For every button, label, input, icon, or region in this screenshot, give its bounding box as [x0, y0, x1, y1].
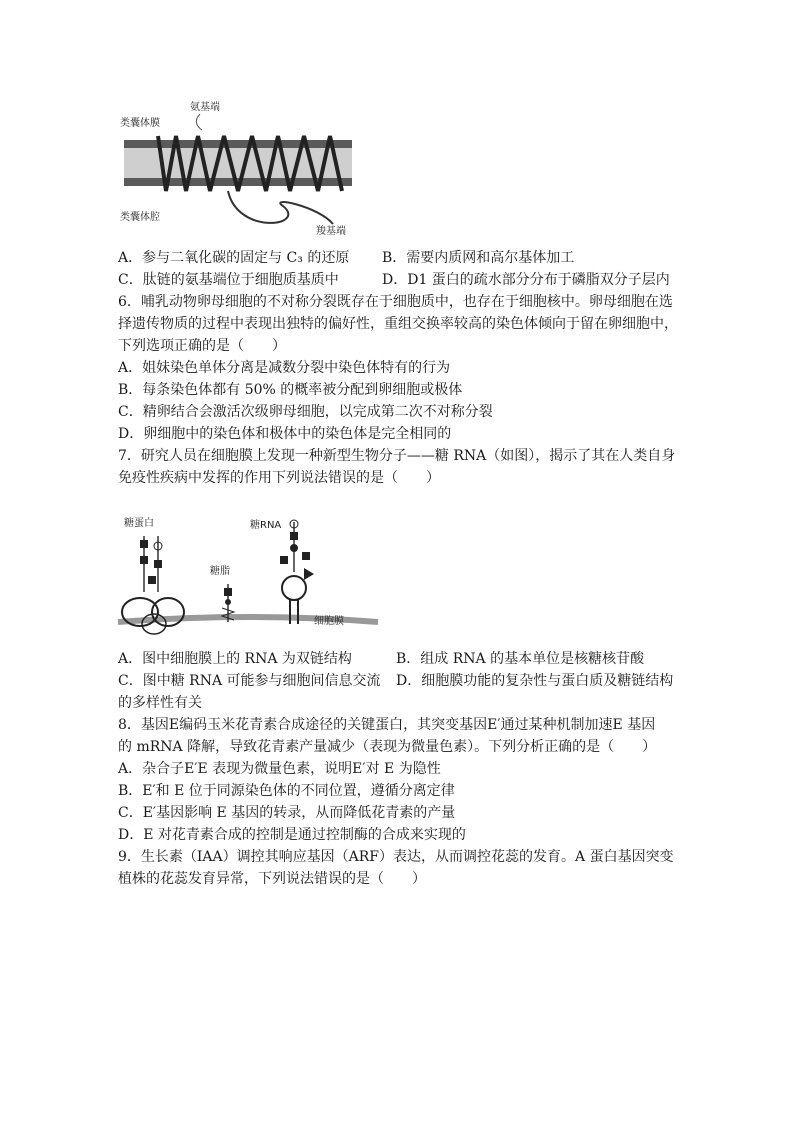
q6-option-c: C．精卵结合会激活次级卵母细胞，以完成第二次不对称分裂 — [118, 404, 493, 420]
q7-stem-line-2: 免疫性疾病中发挥的作用下列说法错误的是（ ） — [118, 470, 440, 486]
q5-option-c: C．肽链的氨基端位于细胞质基质中 — [118, 272, 339, 288]
d1-protein-membrane-figure — [118, 96, 368, 241]
q6-option-b: B．每条染色体都有 50% 的概率被分配到卵细胞或极体 — [118, 382, 463, 398]
q7-stem-line-1: 7．研究人员在细胞膜上发现一种新型生物分子——糖 RNA（如图），揭示了其在人类自身 — [118, 448, 676, 464]
glyco-rna-label: 糖RNA — [250, 520, 282, 531]
q8-option-d: D．E 对花青素合成的控制是通过控制酶的合成来实现的 — [118, 827, 466, 843]
q8-option-c: C．E′基因影响 E 基因的转录，从而降低花青素的产量 — [118, 805, 456, 821]
q5-option-d: D．D1 蛋白的疏水部分分布于磷脂双分子层内 — [382, 272, 670, 288]
q8-option-b: B．E′和 E 位于同源染色体的不同位置，遵循分离定律 — [118, 783, 455, 799]
amino-end-line — [196, 114, 202, 130]
q5-option-b: B．需要内质网和高尔基体加工 — [382, 250, 575, 266]
q7-option-a: A．图中细胞膜上的 RNA 为双链结构 — [118, 651, 352, 667]
q6-stem-line-3: 下列选项正确的是（ ） — [118, 338, 286, 354]
q7-option-d-line-1: D．细胞膜功能的复杂性与蛋白质及糖链结构 — [396, 673, 674, 689]
carboxyl-end-label: 羧基端 — [316, 226, 346, 237]
q6-stem-line-1: 6．哺乳动物卵母细胞的不对称分裂既存在于细胞质中，也存在于细胞核中。卵母细胞在选 — [118, 294, 673, 310]
glycolipid-label: 糖脂 — [210, 566, 230, 577]
q9-stem-line-2: 植株的花蕊发育异常，下列说法错误的是（ ） — [118, 871, 426, 887]
q8-stem-line-2: 的 mRNA 降解，导致花青素产量减少（表现为微量色素）。下列分析正确的是（ ） — [118, 739, 657, 755]
q6-stem-line-2: 择遗传物质的过程中表现出独特的偏好性，重组交换率较高的染色体倾向于留在卵细胞中， — [118, 316, 678, 332]
thylakoid-lumen-label: 类囊体腔 — [120, 212, 160, 223]
q6-option-a: A．姐妹染色单体分离是减数分裂中染色体特有的行为 — [118, 360, 451, 376]
q9-stem-line-1: 9．生长素（IAA）调控其响应基因（ARF）表达，从而调控花蕊的发育。A 蛋白基因突变 — [118, 849, 674, 865]
q8-stem-line-1: 8．基因E编码玉米花青素合成途径的关键蛋白，其突变基因E′通过某种机制加速E 基因 — [118, 717, 656, 733]
q8-option-a: A．杂合子E′E 表现为微量色素，说明E′对 E 为隐性 — [118, 761, 441, 777]
q7-option-b: B．组成 RNA 的基本单位是核糖核苷酸 — [396, 651, 645, 667]
glycoprotein-label: 糖蛋白 — [124, 518, 154, 529]
lumen-loop — [228, 191, 333, 224]
q5-option-a: A．参与二氧化碳的固定与 C₃ 的还原 — [118, 250, 350, 266]
glyco-rna-structure — [280, 520, 314, 624]
q6-option-d: D．卵细胞中的染色体和极体中的染色体是完全相同的 — [118, 426, 452, 442]
q7-option-c: C．图中糖 RNA 可能参与细胞间信息交流 — [118, 673, 381, 689]
cell-membrane-label: 细胞膜 — [314, 616, 344, 627]
thylakoid-membrane-label: 类囊体膜 — [120, 118, 160, 129]
amino-end-label: 氨基端 — [190, 102, 220, 113]
glyco-rna-figure — [118, 512, 378, 642]
q7-option-d-line-2: 的多样性有关 — [118, 695, 202, 711]
